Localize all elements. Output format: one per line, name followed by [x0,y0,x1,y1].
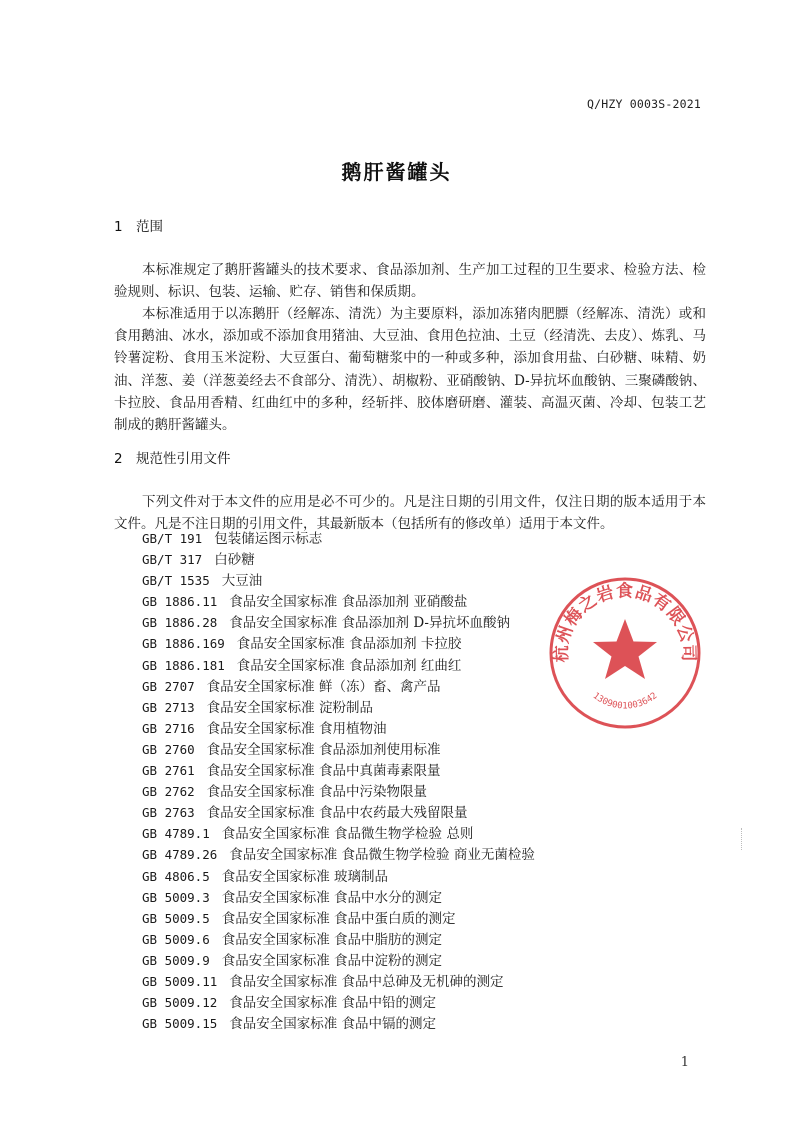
reference-code: GB 5009.15 [142,1016,218,1032]
reference-title: 食品安全国家标准 食品添加剂 亚硝酸盐 [229,594,468,611]
reference-title: 大豆油 [221,573,263,590]
reference-title: 食品安全国家标准 食用植物油 [206,720,387,737]
reference-item [142,612,535,633]
reference-title: 食品安全国家标准 食品添加剂 红曲红 [236,657,462,674]
reference-item [142,908,535,929]
reference-code: GB 2763 [142,805,195,821]
reference-code: GB 1886.181 [142,657,225,673]
document-title: 鹅肝酱罐头 [341,160,452,184]
reference-code: GB 1886.28 [142,615,218,631]
company-seal [547,575,703,731]
reference-item [142,697,535,718]
reference-title: 食品安全国家标准 玻璃制品 [221,868,389,885]
reference-item [142,676,535,697]
reference-title: 食品安全国家标准 食品中总砷及无机砷的测定 [229,973,504,990]
reference-item [142,781,535,802]
reference-item [142,929,535,950]
reference-title: 食品安全国家标准 食品添加剂使用标准 [206,741,441,758]
reference-code: GB 4789.26 [142,847,218,863]
reference-code: GB 4789.1 [142,826,210,842]
reference-item [142,570,535,591]
reference-title: 白砂糖 [214,552,255,569]
references-intro: 下列文件对于本文件的应用是必不可少的。凡是注日期的引用文件，仅注日期的版本适用于本文件。凡是不注日期的引用文件，其最新版本（包括所有的修改单）适用于本文件。 [114,494,706,533]
reference-item [142,1013,535,1034]
reference-item [142,718,535,739]
reference-title: 食品安全国家标准 食品中脂肪的测定 [221,931,443,948]
reference-item [142,549,535,570]
reference-title: 食品安全国家标准 食品中污染物限量 [206,784,427,801]
reference-code: GB 5009.11 [142,973,218,989]
reference-title: 食品安全国家标准 淀粉制品 [206,699,373,716]
reference-code: GB 2713 [142,699,195,715]
reference-code: GB 1886.11 [142,594,218,610]
section-number: 2 [114,451,123,467]
reference-item [142,971,535,992]
reference-title: 食品安全国家标准 食品中淀粉的测定 [221,952,443,969]
reference-title: 食品安全国家标准 食品微生物学检验 总则 [221,826,474,843]
reference-code: GB 5009.12 [142,995,218,1011]
reference-code: GB 1886.169 [142,636,225,652]
reference-title: 食品安全国家标准 鲜（冻）畜、禽产品 [206,678,441,695]
section-title: 规范性引用文件 [136,451,231,467]
reference-item [142,802,535,823]
reference-item [142,655,535,676]
reference-title: 食品安全国家标准 食品中水分的测定 [221,889,443,906]
reference-title: 食品安全国家标准 食品中农药最大残留限量 [206,805,468,822]
reference-title: 食品安全国家标准 食品中铅的测定 [229,995,437,1012]
reference-item [142,528,535,549]
page-number: 1 [680,1055,689,1070]
reference-item [142,760,535,781]
reference-code: GB 2716 [142,720,195,736]
reference-code: GB/T 1535 [142,573,210,589]
reference-title: 食品安全国家标准 食品添加剂 卡拉胶 [236,636,462,653]
reference-code: GB/T 317 [142,552,203,568]
reference-code: GB 5009.3 [142,889,210,905]
reference-code: GB 2707 [142,678,195,694]
reference-code: GB/T 191 [142,531,203,546]
reference-item [142,992,535,1013]
scope-paragraph-2: 本标准适用于以冻鹅肝（经解冻、清洗）为主要原料，添加冻猪肉肥膘（经解冻、清洗）或和食用鹅油、冰水，添加或不添加食用猪油、大豆油、食用色拉油、土豆（经清洗、去皮）、炼乳、马铃薯淀粉、食用玉米淀粉、大豆蛋白、葡萄糖浆中的一种或多种，添加食用盐、白砂糖、味精、奶油、洋葱、姜（洋葱姜经去不食部分、清洗）、胡椒粉、亚硝酸钠、D-异抗坏血酸钠、三聚磷酸钠、卡拉胶、食品用香精、红曲红中的多种，经斩拌、胶体磨研磨、灌装、高温灭菌、冷却、包装工艺制成的鹅肝酱罐头。 [114,306,706,434]
reference-code: GB 4806.5 [142,868,210,884]
scope-paragraph-1: 本标准规定了鹅肝酱罐头的技术要求、食品添加剂、生产加工过程的卫生要求、检验方法、检验规则、标识、包装、运输、贮存、销售和保质期。 [114,262,706,301]
reference-item [142,950,535,971]
section-2-heading [114,447,231,467]
reference-code: GB 5009.5 [142,910,210,926]
seal-star-icon [593,619,657,679]
reference-list [142,528,535,1034]
reference-title: 食品安全国家标准 食品中蛋白质的测定 [221,910,456,927]
section-1-heading [114,215,163,235]
reference-item [142,823,535,844]
seal-company-text: 杭州梅之岩食品有限公司 [551,581,699,663]
reference-item [142,591,535,612]
standard-code: Q/HZY 0003S-2021 [587,97,701,111]
reference-title: 食品安全国家标准 食品中镉的测定 [229,1016,437,1033]
section-title: 范围 [136,219,163,235]
reference-title: 包装储运图示标志 [214,531,323,547]
reference-code: GB 2762 [142,784,195,800]
reference-code: GB 2761 [142,763,195,779]
reference-title: 食品安全国家标准 食品中真菌毒素限量 [206,763,441,780]
reference-title: 食品安全国家标准 食品添加剂 D-异抗坏血酸钠 [229,615,510,632]
scan-mark [741,828,744,850]
reference-item [142,887,535,908]
reference-item [142,844,535,865]
reference-item [142,866,535,887]
reference-item [142,633,535,654]
reference-code: GB 2760 [142,741,195,757]
reference-code: GB 5009.9 [142,952,210,968]
reference-item [142,739,535,760]
reference-title: 食品安全国家标准 食品微生物学检验 商业无菌检验 [229,847,535,864]
seal-number-text: 1309001003642 [590,691,660,712]
reference-code: GB 5009.6 [142,931,210,947]
section-number: 1 [114,219,123,235]
